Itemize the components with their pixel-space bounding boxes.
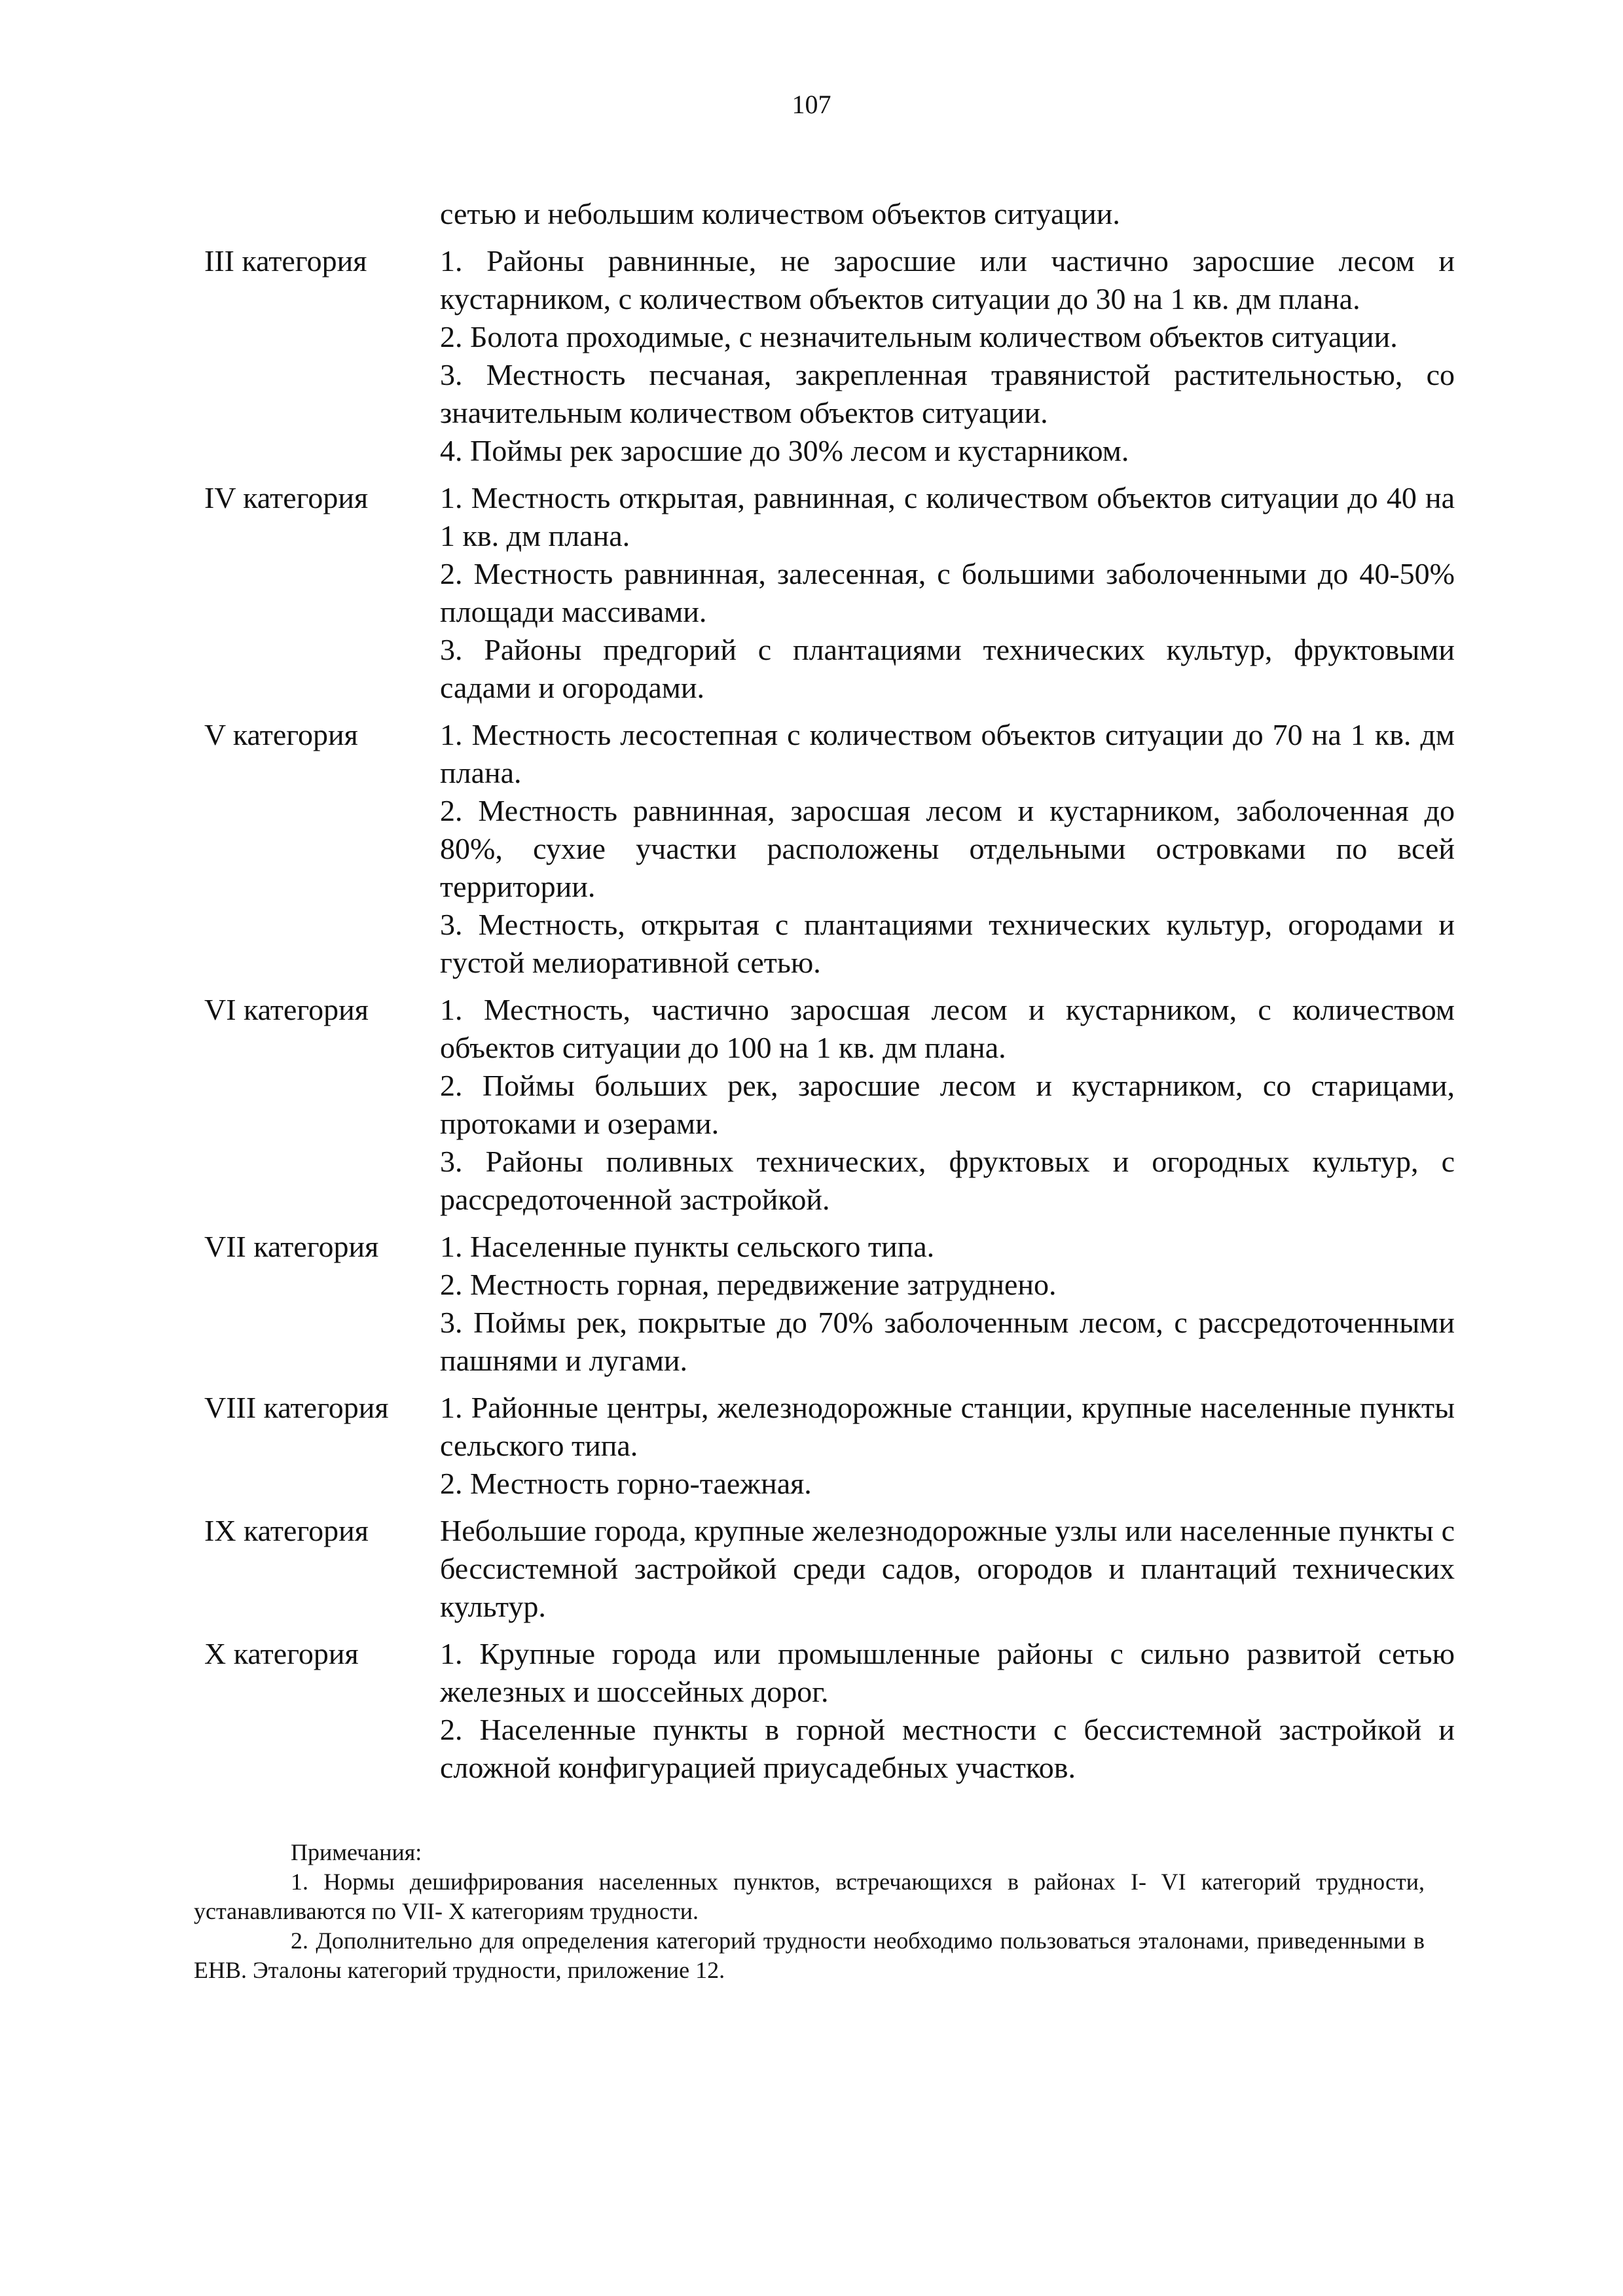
category-name: X категория (204, 1637, 359, 1670)
category-name: V категория (204, 718, 358, 751)
category-item: 2. Поймы больших рек, заросшие лесом и кустарником, со старицами, протоками и озерами. (440, 1069, 1455, 1140)
category-item: 2. Болота проходимые, с незначительным количеством объектов ситуации. (440, 320, 1398, 353)
category-row-iii (0, 242, 1623, 470)
category-name: III категория (204, 244, 367, 278)
category-item: 3. Районы поливных технических, фруктовых и огородных культур, с рассредоточенной застройкой. (440, 1145, 1455, 1216)
category-description (440, 1389, 1455, 1503)
category-row-vii (0, 1228, 1623, 1380)
category-item: Небольшие города, крупные железнодорожные узлы или населенные пункты с бессистемной застройкой среди садов, огородов и плантаций технических культур. (440, 1514, 1455, 1623)
category-description (440, 1228, 1455, 1380)
category-item: 1. Районы равнинные, не заросшие или частично заросшие лесом и кустарником, с количеством объектов ситуации до 30 на 1 кв. дм плана. (440, 244, 1455, 315)
category-item: 2. Местность горная, передвижение затруднено. (440, 1268, 1057, 1301)
note-item: 2. Дополнительно для определения категорий трудности необходимо пользоваться эталонами, приведенными в ЕНВ. Эталоны категорий трудности, приложение 12. (194, 1928, 1425, 1983)
category-row-vi (0, 991, 1623, 1219)
category-description (440, 991, 1455, 1219)
category-item: 1. Местность, частично заросшая лесом и кустарником, с количеством объектов ситуации до 100 на 1 кв. дм плана. (440, 993, 1455, 1064)
category-item: 2. Местность горно-таежная. (440, 1467, 812, 1500)
notes-section (194, 1838, 1425, 1985)
note-item: 1. Нормы дешифрирования населенных пунктов, встречающихся в районах I- VI категорий трудности, устанавливаются по VII- X категориям трудности. (194, 1869, 1425, 1924)
category-description (440, 242, 1455, 470)
category-item: 4. Поймы рек заросшие до 30% лесом и кустарником. (440, 434, 1129, 467)
category-row-v (0, 716, 1623, 982)
category-item: 3. Поймы рек, покрытые до 70% заболоченным лесом, с рассредоточенными пашнями и лугами. (440, 1306, 1455, 1377)
category-row-viii (0, 1389, 1623, 1503)
continuation-text: сетью и небольшим количеством объектов ситуации. (440, 197, 1120, 230)
category-item: 2. Местность равнинная, залесенная, с большими заболоченными до 40-50% площади массивами. (440, 557, 1455, 628)
category-name: IX категория (204, 1514, 369, 1547)
category-item: 3. Районы предгорий с плантациями технических культур, фруктовыми садами и огородами. (440, 633, 1455, 704)
category-item: 1. Крупные города или промышленные районы с сильно развитой сетью железных и шоссейных дорог. (440, 1637, 1455, 1708)
category-row-iv (0, 479, 1623, 707)
category-row-ix (0, 1512, 1623, 1626)
category-row-x (0, 1635, 1623, 1787)
category-item: 2. Местность равнинная, заросшая лесом и кустарником, заболоченная до 80%, сухие участки расположены отдельными островками по всей территории. (440, 794, 1455, 903)
category-list (0, 242, 1623, 1796)
category-item: 1. Местность открытая, равнинная, с количеством объектов ситуации до 40 на 1 кв. дм плана. (440, 481, 1455, 552)
category-description (440, 1512, 1455, 1626)
notes-title: Примечания: (291, 1839, 422, 1865)
category-item: 1. Местность лесостепная с количеством объектов ситуации до 70 на 1 кв. дм плана. (440, 718, 1455, 789)
page-number: 107 (792, 90, 831, 119)
category-item: 3. Местность песчаная, закрепленная травянистой растительностью, со значительным количеством объектов ситуации. (440, 358, 1455, 429)
category-description (440, 479, 1455, 707)
category-item: 3. Местность, открытая с плантациями технических культур, огородами и густой мелиоративной сетью. (440, 908, 1455, 979)
category-description (440, 1635, 1455, 1787)
category-name: VI категория (204, 993, 369, 1026)
category-name: IV категория (204, 481, 369, 514)
category-name: VII категория (204, 1230, 379, 1263)
category-item: 1. Районные центры, железнодорожные станции, крупные населенные пункты сельского типа. (440, 1391, 1455, 1462)
category-item: 1. Населенные пункты сельского типа. (440, 1230, 935, 1263)
category-name: VIII категория (204, 1391, 389, 1424)
category-item: 2. Населенные пункты в горной местности с бессистемной застройкой и сложной конфигурацией приусадебных участков. (440, 1713, 1455, 1784)
category-description (440, 716, 1455, 982)
